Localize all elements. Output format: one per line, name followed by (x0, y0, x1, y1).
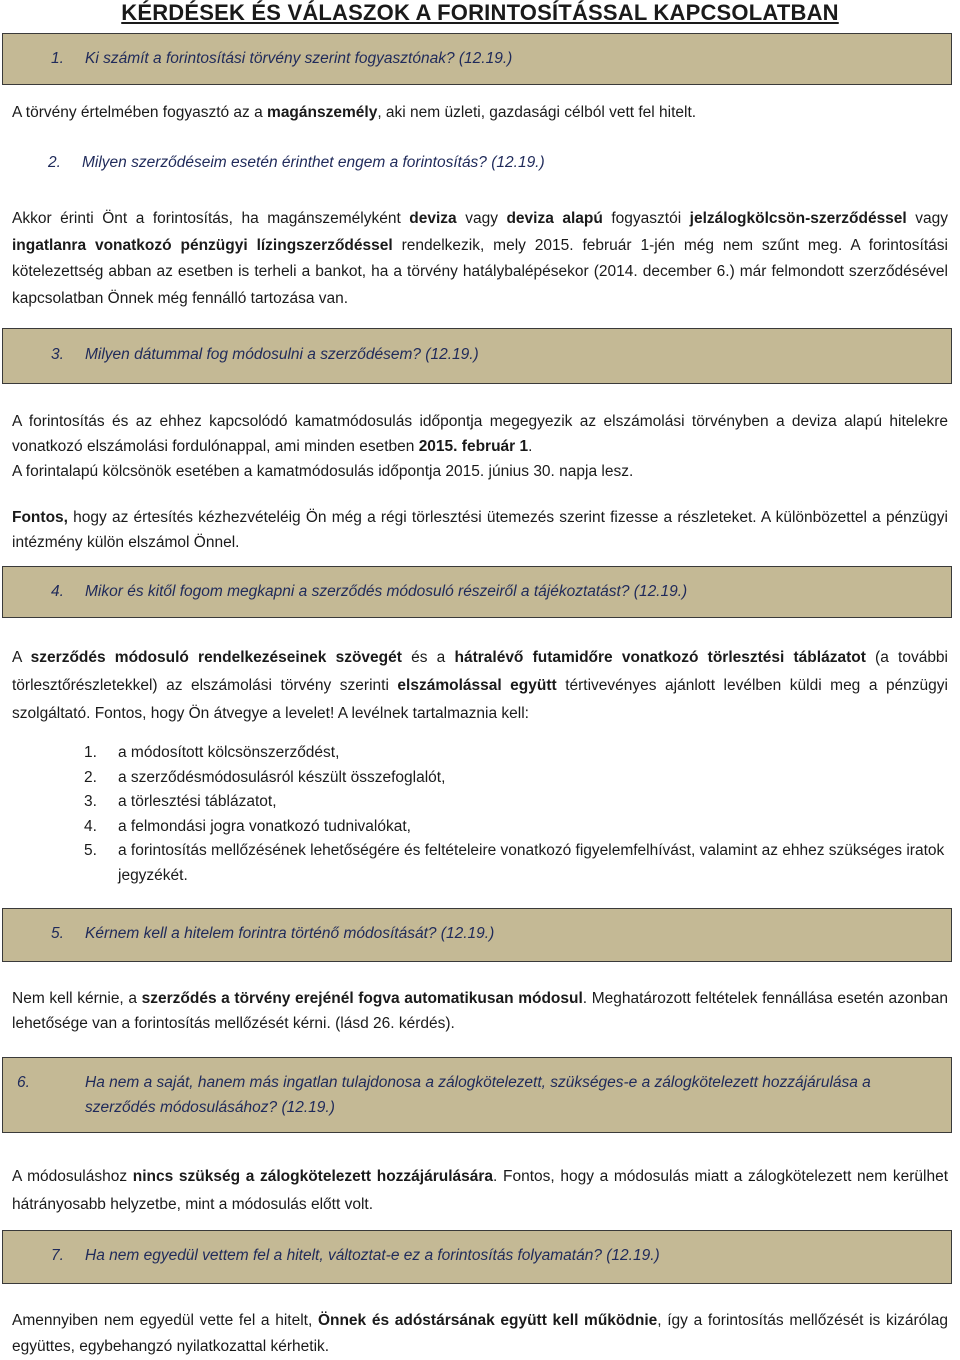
question-4: 4. Mikor és kitől fogom megkapni a szerződés módosuló részeiről a tájékoztatást? (12.19.) (51, 583, 688, 600)
question-7: 7. Ha nem egyedül vettem fel a hitelt, változtat-e ez a forintosítás folyamatán? (12.19.) (51, 1247, 660, 1264)
question-1-box (2, 33, 952, 85)
question-5-box (2, 908, 952, 962)
answer-2: Akkor érinti Önt a forintosítás, ha magánszemélyként deviza vagy deviza alapú fogyasztói jelzálogkölcsön-szerződéssel vagy ingatlanra vonatkozó pénzügyi lízingszerződéssel rendelkezik, mely 2015. február 1-jén még nem szűnt meg. A forintosítási kötelezettség abban az esetben is terheli a bankot, ha a törvény hatálybalépésekor (2014. december 6.) már felmondott szerződésével kapcsolatban Önnek még fennálló tartozása van. (12, 210, 948, 307)
answer-5: Nem kell kérnie, a szerződés a törvény erejénél fogva automatikusan módosul. Meghatározott feltételek fennállása esetén azonban lehetősége van a forintosítás mellőzését kérni. (lásd 26. kérdés). (12, 990, 948, 1032)
list-item: 3. a törlesztési táblázatot, (84, 793, 277, 810)
answer-4: A szerződés módosuló rendelkezéseinek szövegét és a hátralévő futamidőre vonatkozó törlesztési táblázatot (a további törlesztőrészletekkel) az elszámolási törvény szerinti elszámolással együtt tértivevényes ajánlott levélben küldi meg a pénzügyi szolgáltató. Fontos, hogy Ön átvegye a levelet! A levélnek tartalmaznia kell: (12, 649, 948, 722)
list-item: 4. a felmondási jogra vonatkozó tudnivalókat, (84, 817, 411, 835)
question-3: 3. Milyen dátummal fog módosulni a szerződésem? (12.19.) (51, 346, 479, 363)
question-6-box (2, 1057, 952, 1133)
list-item: 2. a szerződésmódosulásról készült összefoglalót, (84, 768, 446, 786)
page-title: KÉRDÉSEK ÉS VÁLASZOK A FORINTOSÍTÁSSAL KAPCSOLATBAN (121, 0, 839, 25)
list-item: 1. a módosított kölcsönszerződést, (84, 744, 340, 761)
answer-7: Amennyiben nem egyedül vette fel a hitelt, Önnek és adóstársának együtt kell működnie, így a forintosítás mellőzését is kizárólag együttes, egybehangzó nyilatkozattal kérhetik. (12, 1312, 948, 1355)
list-item: 5. a forintosítás mellőzésének lehetőségére és feltételeire vonatkozó figyelemfelhívást, valamint az ehhez szükséges iratok jegyzékét. (84, 842, 945, 884)
answer-6: A módosuláshoz nincs szükség a zálogkötelezett hozzájárulására. Fontos, hogy a módosulás miatt a zálogkötelezett nem kerülhet hátrányosabb helyzetbe, mint a módosulás előtt volt. (12, 1168, 949, 1213)
question-5: 5. Kérnem kell a hitelem forintra történő módosítását? (12.19.) (51, 925, 495, 942)
question-7-box (2, 1230, 952, 1284)
answer-3: A forintosítás és az ehhez kapcsolódó kamatmódosulás időpontja megegyezik az elszámolási törvényben a deviza alapú hitelekre vonatkozó elszámolási fordulónappal, ami minden esetben 2015. február 1. A forintalapú kölcsönök esetében a kamatmódosulás időpontja 2015. június 30. napja lesz. (12, 413, 948, 480)
question-3-box (2, 328, 952, 384)
question-6: 6. Ha nem a saját, hanem más ingatlan tulajdonosa a zálogkötelezett, szükséges-e a zálogkötelezett hozzájárulása a szerződés módosulásához? (12.19.) (17, 1074, 871, 1116)
question-4-box (2, 566, 952, 618)
question-2: 2. Milyen szerződéseim esetén érinthet engem a forintosítás? (12.19.) (48, 154, 545, 171)
answer-3-note: Fontos, hogy az értesítés kézhezvételéig Ön még a régi törlesztési ütemezés szerint fizesse a részleteket. A különbözettel a pénzügyi intézmény külön elszámol Önnel. (12, 509, 948, 551)
question-1: 1. Ki számít a forintosítási törvény szerint fogyasztónak? (12.19.) (51, 50, 513, 67)
letter-contents-list (12, 741, 948, 888)
answer-1: A törvény értelmében fogyasztó az a magánszemély, aki nem üzleti, gazdasági célból vett fel hitelt. (12, 104, 697, 121)
